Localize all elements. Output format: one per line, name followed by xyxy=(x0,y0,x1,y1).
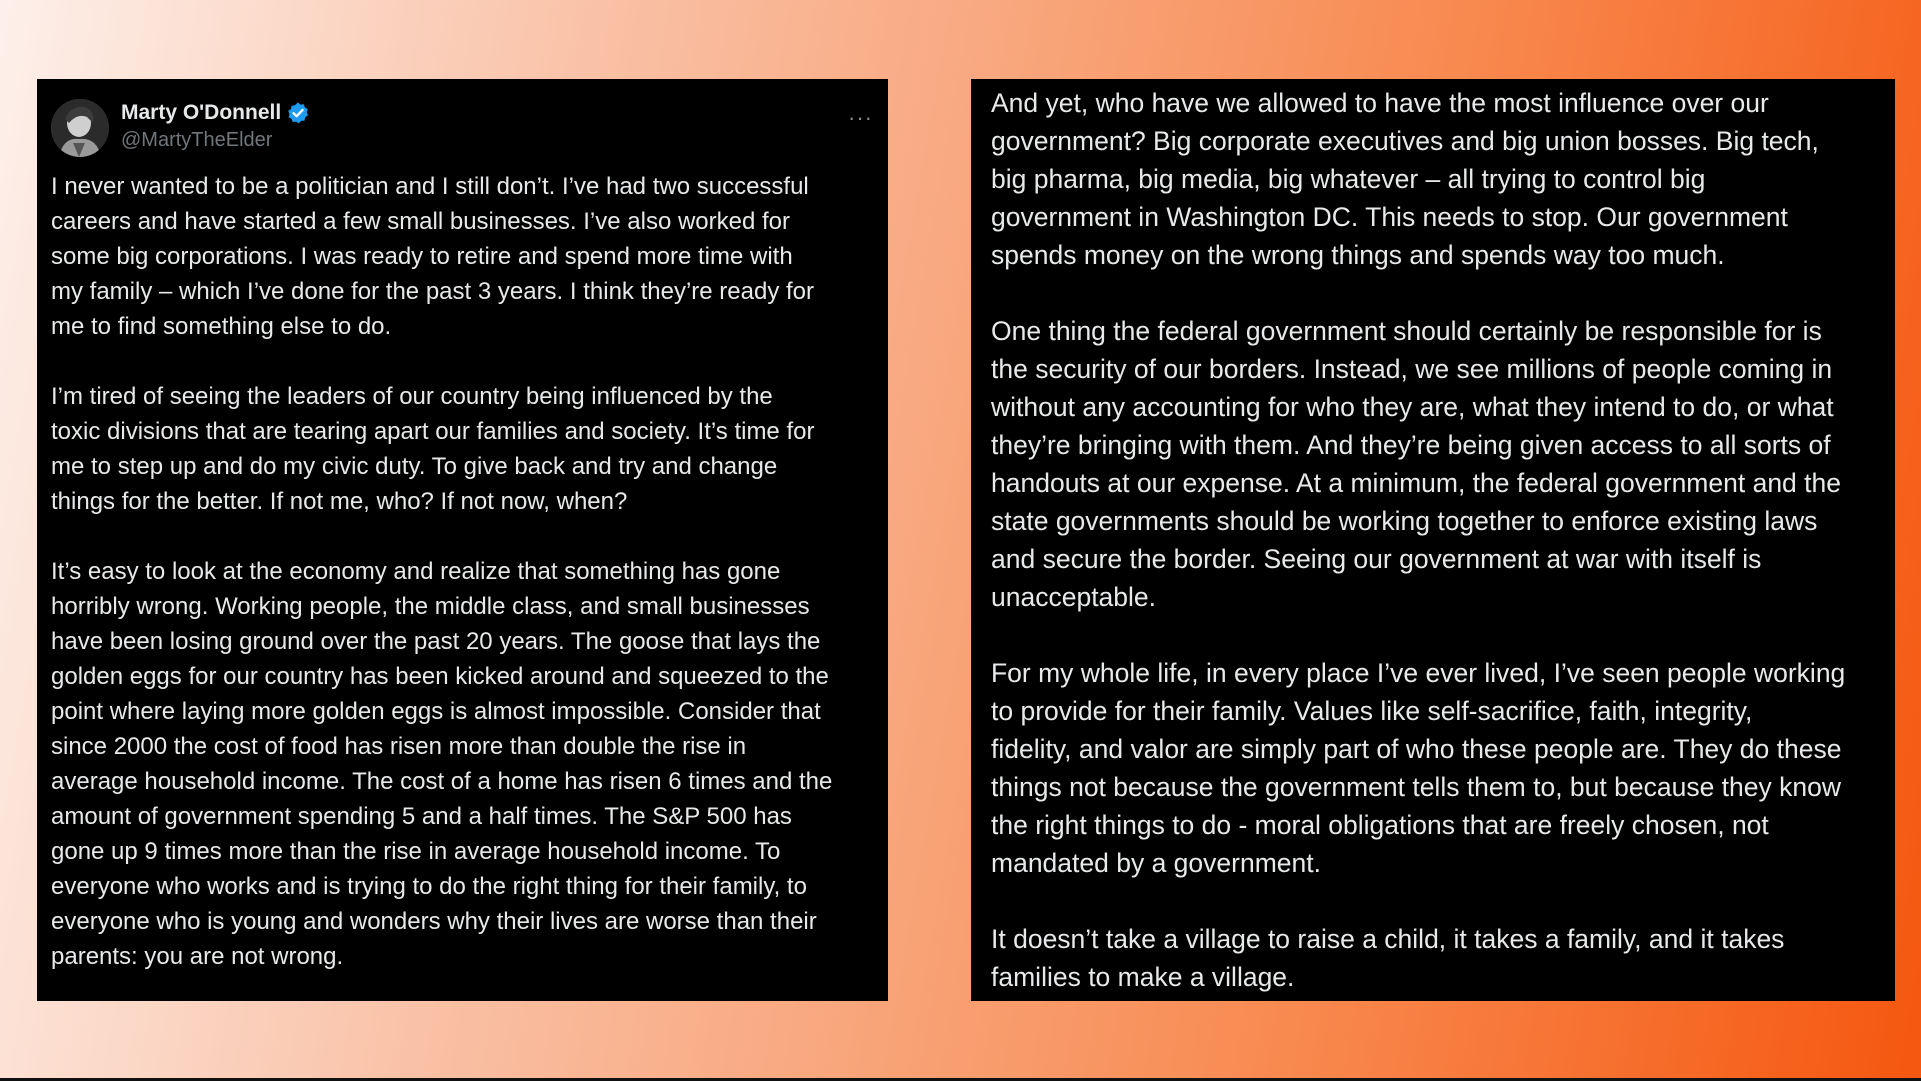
post-paragraph: I’m tired of seeing the leaders of our country being influenced by the toxic divisions that are tearing apart our families and society. It’s time for me to step up and do my civic duty. To give back and try and change things for the better. If not me, who? If not now, when? xyxy=(51,383,815,515)
verified-badge-icon xyxy=(286,101,310,125)
more-options-icon[interactable]: ··· xyxy=(848,105,873,130)
post-header xyxy=(51,99,873,169)
post-panel-left xyxy=(37,79,888,1001)
post-paragraph: For my whole life, in every place I’ve ever lived, I’ve seen people working to provide for their family. Values like self-sacrifice, faith, integrity, fidelity, and valor are simply part of who these people are. They do these things not because the government tells them to, but because they know the right things to do - moral obligations that are freely chosen, not mandated by a government. xyxy=(991,658,1846,878)
user-handle[interactable]: @MartyTheElder xyxy=(121,129,273,151)
post-paragraph: I never wanted to be a politician and I still don’t. I’ve had two successful careers and have started a few small businesses. I’ve also worked for some big corporations. I was ready to retire and spend more time with my family – which I’ve done for the past 3 years. I think they’re ready for me to find something else to do. xyxy=(51,173,815,340)
post-panel-right xyxy=(971,79,1895,1001)
avatar[interactable] xyxy=(51,99,109,157)
post-paragraph: And yet, who have we allowed to have the most influence over our government? Big corporate executives and big union bosses. Big tech, big pharma, big media, big whatever – all trying to control big government in Washington DC. This needs to stop. Our government spends money on the wrong things and spends way too much. xyxy=(991,88,1819,270)
avatar-image xyxy=(51,99,109,157)
post-paragraph: One thing the federal government should certainly be responsible for is the security of our borders. Instead, we see millions of people coming in without any accounting for who they are, what they intend to do, or what they’re bringing with them. And they’re being given access to all sorts of handouts at our expense. At a minimum, the federal government and the state governments should be working together to enforce existing laws and secure the border. Seeing our government at war with itself is unacceptable. xyxy=(991,316,1841,612)
post-paragraph: It doesn’t take a village to raise a child, it takes a family, and it takes families to make a village. xyxy=(991,924,1785,992)
display-name[interactable]: Marty O'Donnell xyxy=(121,101,282,124)
post-paragraph: It’s easy to look at the economy and realize that something has gone horribly wrong. Working people, the middle class, and small businesses have been losing ground over the past 20 years. The goose that lays the golden eggs for our country has been kicked around and squeezed to the point where laying more golden eggs is almost impossible. Consider that since 2000 the cost of food has risen more than double the rise in average household income. The cost of a home has risen 6 times and the amount of government spending 5 and a half times. The S&P 500 has gone up 9 times more than the rise in average household income. To everyone who works and is trying to do the right thing for their family, to everyone who is young and wonders why their lives are worse than their parents: you are not wrong. xyxy=(51,558,833,970)
